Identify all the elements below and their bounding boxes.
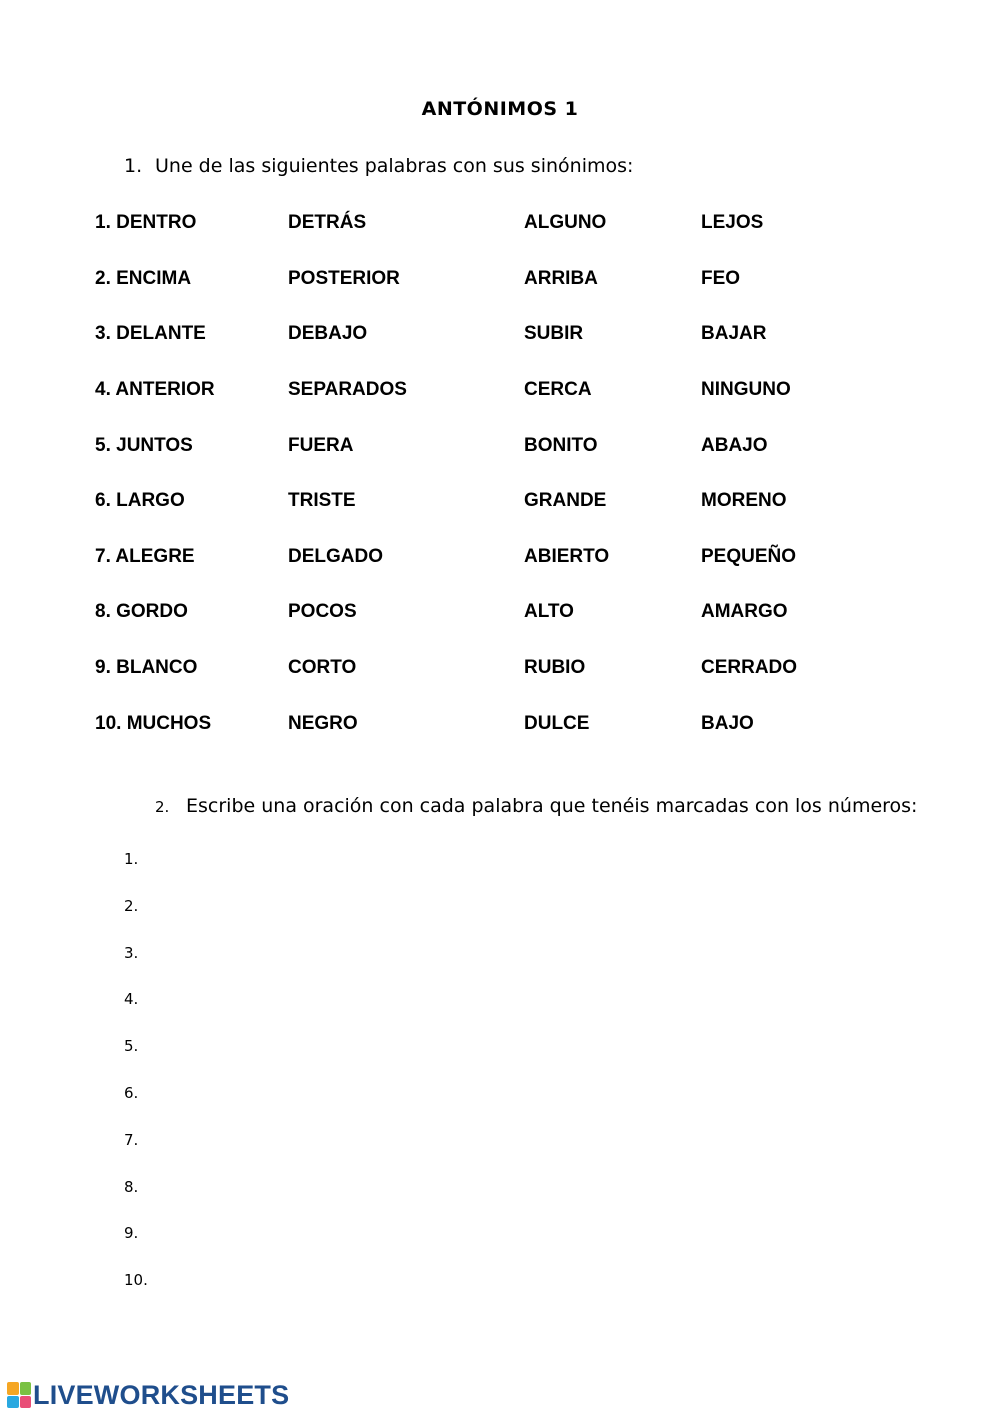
word-option: POCOS	[288, 601, 357, 622]
word-numbered: 1. DENTRO	[95, 212, 197, 233]
word-option: ARRIBA	[524, 268, 598, 289]
word-numbered: 8. GORDO	[95, 601, 188, 622]
word-option: PEQUEÑO	[701, 546, 797, 567]
word-numbered: 3. DELANTE	[95, 323, 206, 344]
sentence-number: 4.	[124, 990, 139, 1008]
word-option: CERRADO	[701, 657, 798, 678]
word-option: ABAJO	[701, 435, 768, 456]
sentence-number: 2.	[124, 897, 139, 915]
word-option: NINGUNO	[701, 379, 791, 400]
word-option: FUERA	[288, 435, 354, 456]
word-option: SUBIR	[524, 323, 584, 344]
word-numbered: 10. MUCHOS	[95, 713, 212, 734]
word-option: BONITO	[524, 435, 598, 456]
word-numbered: 4. ANTERIOR	[95, 379, 215, 400]
word-option: DELGADO	[288, 546, 383, 567]
word-option: FEO	[701, 268, 741, 289]
word-option: BAJO	[701, 713, 754, 734]
word-option: MORENO	[701, 490, 787, 511]
word-option: DETRÁS	[288, 212, 367, 233]
word-option: ABIERTO	[524, 546, 610, 567]
sentence-number: 1.	[124, 850, 139, 868]
exercise-1-number: 1.	[124, 155, 143, 177]
word-numbered: 9. BLANCO	[95, 657, 198, 678]
sentence-number: 10.	[124, 1271, 148, 1289]
word-option: CERCA	[524, 379, 592, 400]
word-numbered: 6. LARGO	[95, 490, 185, 511]
word-option: DEBAJO	[288, 323, 368, 344]
sentence-number: 6.	[124, 1084, 139, 1102]
word-option: NEGRO	[288, 713, 358, 734]
exercise-2-instruction	[155, 795, 917, 817]
word-option: TRISTE	[288, 490, 356, 511]
word-option: AMARGO	[701, 601, 788, 622]
exercise-2-number: 2.	[155, 798, 170, 816]
sentence-number: 9.	[124, 1224, 139, 1242]
liveworksheets-logo-icon	[7, 1382, 31, 1408]
liveworksheets-logo-text: LIVEWORKSHEETS	[33, 1379, 290, 1410]
word-option: BAJAR	[701, 323, 767, 344]
word-numbered: 2. ENCIMA	[95, 268, 192, 289]
word-option: GRANDE	[524, 490, 607, 511]
sentence-number: 5.	[124, 1037, 139, 1055]
sentence-number: 3.	[124, 944, 139, 962]
word-numbered: 5. JUNTOS	[95, 435, 193, 456]
word-option: CORTO	[288, 657, 357, 678]
exercise-1-instruction	[124, 155, 633, 177]
word-option: SEPARADOS	[288, 379, 407, 400]
word-option: ALGUNO	[524, 212, 607, 233]
word-option: RUBIO	[524, 657, 586, 678]
footer-logo	[7, 1380, 289, 1410]
word-option: ALTO	[524, 601, 574, 622]
exercise-2-text: Escribe una oración con cada palabra que tenéis marcadas con los números:	[186, 795, 918, 817]
word-option: LEJOS	[701, 212, 764, 233]
word-numbered: 7. ALEGRE	[95, 546, 195, 567]
word-option: DULCE	[524, 713, 590, 734]
sentence-number: 7.	[124, 1131, 139, 1149]
word-option: POSTERIOR	[288, 268, 400, 289]
sentence-number: 8.	[124, 1178, 139, 1196]
page-title: ANTÓNIMOS 1	[421, 98, 579, 120]
exercise-1-text: Une de las siguientes palabras con sus sinónimos:	[155, 155, 634, 177]
